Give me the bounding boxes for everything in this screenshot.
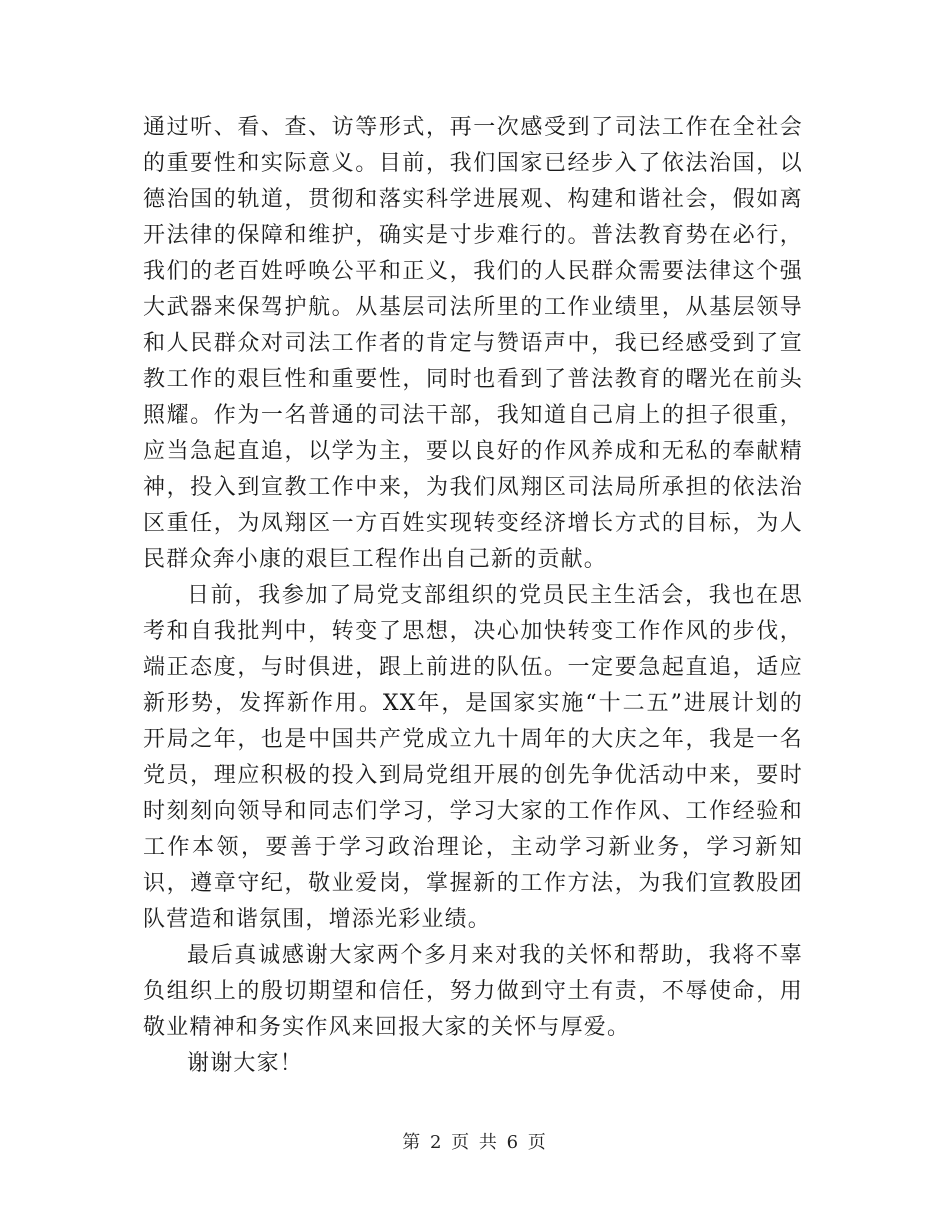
- document-body: [143, 110, 803, 1082]
- paragraph-party-meeting: 日前，我参加了局党支部组织的党员民主生活会，我也在思考和自我批判中，转变了思想，决心加快转变工作作风的步伐，端正态度，与时俱进，跟上前进的队伍。一定要急起直追，适应新形势，发挥新作用。XX年，是国家实施“十二五”进展计划的开局之年，也是中国共产党成立九十周年的大庆之年，我是一名党员，理应积极的投入到局党组开展的创先争优活动中来，要时时刻刻向领导和同志们学习，学习大家的工作作风、工作经验和工作本领，要善于学习政治理论，主动学习新业务，学习新知识，遵章守纪，敬业爱岗，掌握新的工作方法，为我们宣教股团队营造和谐氛围，增添光彩业绩。: [143, 583, 803, 932]
- paragraph-continuation: 通过听、看、查、访等形式，再一次感受到了司法工作在全社会的重要性和实际意义。目前，我们国家已经步入了依法治国，以德治国的轨道，贯彻和落实科学进展观、构建和谐社会，假如离开法律的保障和维护，确实是寸步难行的。普法教育势在必行，我们的老百姓呼唤公平和正义，我们的人民群众需要法律这个强大武器来保驾护航。从基层司法所里的工作业绩里，从基层领导和人民群众对司法工作者的肯定与赞语声中，我已经感受到了宣教工作的艰巨性和重要性，同时也看到了普法教育的曙光在前头照耀。作为一名普通的司法干部，我知道自己肩上的担子很重，应当急起直追，以学为主，要以良好的作风养成和无私的奉献精神，投入到宣教工作中来，为我们凤翔区司法局所承担的依法治区重任，为凤翔区一方百姓实现转变经济增长方式的目标，为人民群众奔小康的艰巨工程作出自己新的贡献。: [143, 115, 803, 572]
- page-number-footer: 第 2 页 共 6 页: [402, 1132, 548, 1153]
- paragraph-thank-you: 谢谢大家！: [187, 1051, 304, 1076]
- paragraph-thanks-closing: 最后真诚感谢大家两个多月来对我的关怀和帮助，我将不辜负组织上的殷切期望和信任，努力做到守土有责，不辱使命，用敬业精神和务实作风来回报大家的关怀与厚爱。: [143, 943, 803, 1040]
